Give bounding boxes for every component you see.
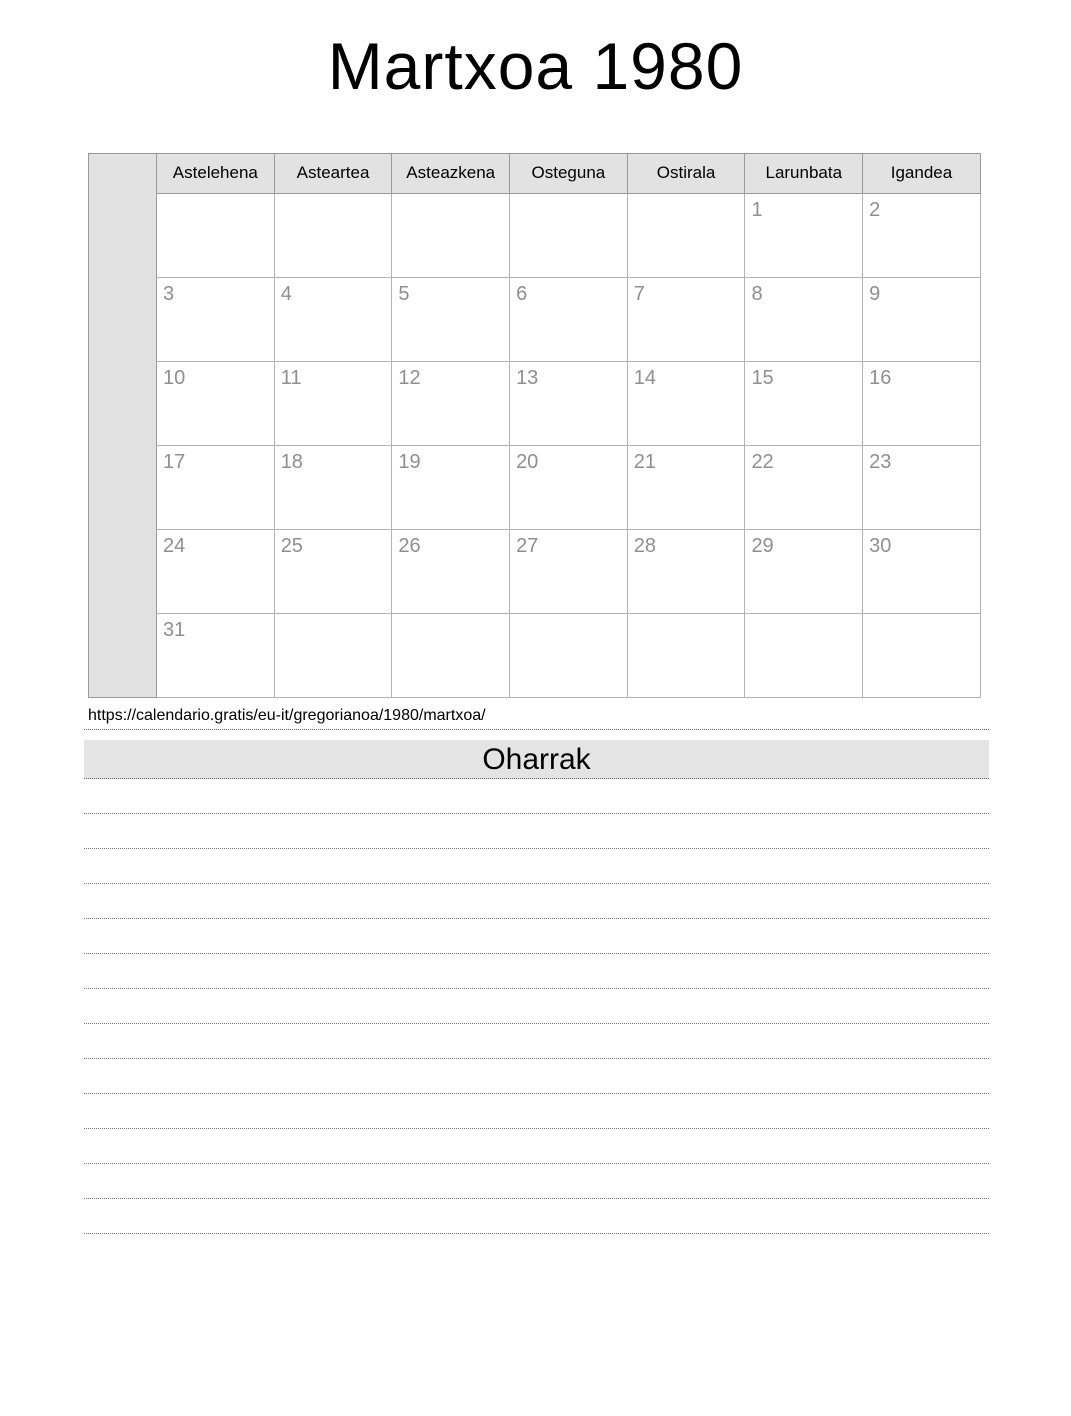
note-blank-line [84, 1164, 989, 1199]
day-cell: 12 [392, 361, 510, 445]
calendar-week-row [89, 529, 981, 613]
day-header-igandea: Igandea [863, 153, 981, 193]
day-cell [157, 193, 275, 277]
day-cell [627, 193, 745, 277]
day-header-asteazkena: Asteazkena [392, 153, 510, 193]
day-cell: 26 [392, 529, 510, 613]
day-cell: 18 [274, 445, 392, 529]
calendar-week-row [89, 361, 981, 445]
day-cell: 23 [863, 445, 981, 529]
day-cell: 22 [745, 445, 863, 529]
day-cell: 3 [157, 277, 275, 361]
note-blank-line [84, 1024, 989, 1059]
notes-lines [84, 779, 989, 1234]
day-cell: 4 [274, 277, 392, 361]
day-cell [274, 613, 392, 697]
note-blank-line [84, 989, 989, 1024]
calendar-header-row [89, 153, 981, 193]
note-blank-line [84, 1129, 989, 1164]
calendar-week-row [89, 613, 981, 697]
day-cell [863, 613, 981, 697]
day-cell [510, 613, 628, 697]
day-cell: 17 [157, 445, 275, 529]
day-cell: 13 [510, 361, 628, 445]
day-header-ostirala: Ostirala [627, 153, 745, 193]
note-blank-line [84, 1199, 989, 1234]
day-cell: 7 [627, 277, 745, 361]
day-cell: 21 [627, 445, 745, 529]
note-blank-line [84, 779, 989, 814]
notes-top-rule [84, 729, 989, 730]
note-blank-line [84, 1059, 989, 1094]
day-cell [627, 613, 745, 697]
calendar-left-gutter [89, 153, 157, 697]
day-header-osteguna: Osteguna [510, 153, 628, 193]
day-cell: 31 [157, 613, 275, 697]
day-cell: 10 [157, 361, 275, 445]
day-cell [392, 193, 510, 277]
note-blank-line [84, 919, 989, 954]
day-cell: 25 [274, 529, 392, 613]
calendar-week-row [89, 193, 981, 277]
calendar-table [88, 153, 981, 698]
day-cell: 30 [863, 529, 981, 613]
day-cell: 14 [627, 361, 745, 445]
note-blank-line [84, 814, 989, 849]
day-cell [274, 193, 392, 277]
day-cell [745, 613, 863, 697]
notes-header [84, 740, 989, 779]
day-cell: 15 [745, 361, 863, 445]
day-cell [510, 193, 628, 277]
calendar-week-row [89, 277, 981, 361]
day-cell: 1 [745, 193, 863, 277]
day-cell: 16 [863, 361, 981, 445]
day-cell: 9 [863, 277, 981, 361]
day-cell: 29 [745, 529, 863, 613]
day-cell: 5 [392, 277, 510, 361]
source-url: https://calendario.gratis/eu-it/gregorianoa/1980/martxoa/ [88, 706, 486, 724]
day-header-asteartea: Asteartea [274, 153, 392, 193]
day-header-larunbata: Larunbata [745, 153, 863, 193]
notes-title: Oharrak [482, 742, 591, 776]
day-header-astelehena: Astelehena [157, 153, 275, 193]
page-title: Martxoa 1980 [327, 29, 744, 103]
day-cell: 28 [627, 529, 745, 613]
day-cell: 11 [274, 361, 392, 445]
calendar-week-row [89, 445, 981, 529]
note-blank-line [84, 884, 989, 919]
day-cell: 2 [863, 193, 981, 277]
note-blank-line [84, 1094, 989, 1129]
notes-section [84, 729, 989, 1234]
day-cell: 27 [510, 529, 628, 613]
note-blank-line [84, 954, 989, 989]
day-cell: 19 [392, 445, 510, 529]
day-cell: 24 [157, 529, 275, 613]
note-blank-line [84, 849, 989, 884]
day-cell: 8 [745, 277, 863, 361]
day-cell: 6 [510, 277, 628, 361]
day-cell [392, 613, 510, 697]
day-cell: 20 [510, 445, 628, 529]
